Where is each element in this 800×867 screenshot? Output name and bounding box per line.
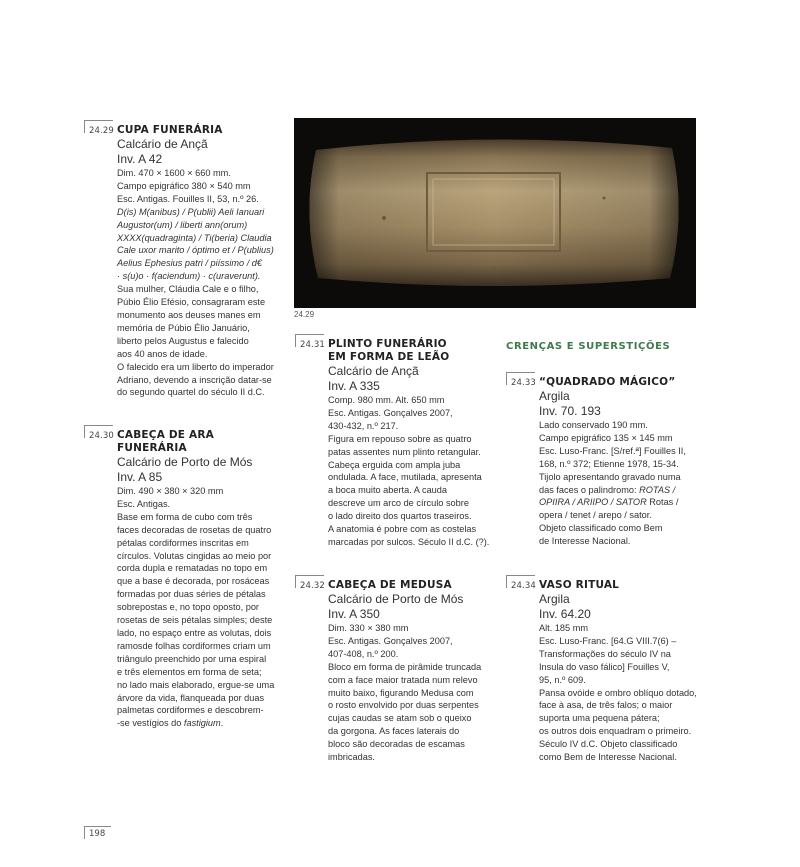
inscription-line: · s(u)o · f(aciendum) · c(uraverunt). [117,271,261,282]
entry-number: 24.31 [300,340,325,350]
entry-material: Calcário de Ançã [328,364,419,378]
body-line: 95, n.º 609. [539,674,586,685]
body-line: Figura em repouso sobre as quatro [328,433,472,444]
entry-number: 24.30 [89,431,114,441]
entry-number: 24.29 [89,126,114,136]
body-line: aos 40 anos de idade. [117,348,208,359]
entry-body [539,419,709,548]
body-line: descreve um arco de círculo sobre [328,498,469,509]
body-line: Transformações do século IV na [539,648,671,659]
body-line: o rosto envolvido por duas serpentes [328,700,479,711]
body-line: Século IV d.C. Objeto classificado [539,739,678,750]
body-line: Sua mulher, Cláudia Cale e o filho, [117,284,259,295]
body-line: de Interesse Nacional. [539,536,631,547]
body-line: A anatomia é pobre com as costelas [328,524,477,535]
entry-material: Calcário de Ançã [117,137,208,151]
body-line: cujas caudas se atam sob o queixo [328,713,472,724]
entry-number: 24.34 [511,581,536,591]
body-line: Tijolo apresentando gravado numa [539,471,681,482]
body-line: Base em forma de cubo com três [117,511,253,522]
body-line: palmetas cordiformes e descobrem- [117,705,264,716]
body-line: Cabeça erguida com ampla juba [328,459,461,470]
photo-caption: 24.29 [294,310,315,319]
page-number-frame [84,826,111,839]
body-line: imbricadas. [328,752,375,763]
body-line: Adriano, devendo a inscrição datar-se [117,374,272,385]
body-text: das faces o palindromo: [539,484,640,495]
palindrome-text: OPIIRA / ARIIPO / SATOR [539,497,647,508]
entry-title: CABEÇA DE ARA FUNERÁRIA [117,429,214,454]
body-line: e três elementos em forma de seta; [117,666,262,677]
body-line [539,484,709,497]
body-line: muito baixo, figurando Medusa com [328,687,474,698]
entry-body [539,622,711,764]
body-line: árvore da vida, flanqueada por duas [117,692,265,703]
body-line: memória de Púbio Élio Januário, [117,322,250,333]
inscription-line: D(is) M(anibus) / P(ublii) Aeli Ianuari [117,206,265,217]
body-line: triângulo preenchido por uma espiral [117,653,267,664]
entry-material: Calcário de Porto de Mós [117,455,253,469]
body-line: opera / tenet / arepo / sator. [539,510,652,521]
body-line: 407-408, n.º 200. [328,648,399,659]
entry-inventory: Inv. A 85 [117,470,163,484]
body-line: Comp. 980 mm. Alt. 650 mm [328,395,445,405]
body-line: que a base é decorada, por rosáceas [117,576,270,587]
body-line: Campo epigráfico 135 × 145 mm [539,432,673,443]
body-line: bloco são decoradas de escamas [328,739,465,750]
body-line: pétalas cordiformes inscritas em [117,537,249,548]
body-line: Objeto classificado como Bem [539,523,663,534]
body-line: Insula do vaso fálico] Fouilles V, [539,661,670,672]
inscription-line: Cale uxor marito / óptimo et / P(ublius) [117,245,274,256]
body-line: no lado mais elaborado, ergue-se uma [117,679,275,690]
body-line: Dim. 490 × 380 × 320 mm [117,486,224,496]
body-line: ramosde folhas cordiformes criam um [117,640,271,651]
entry-material: Argila [539,592,570,606]
body-line: face à asa, de três falos; o maior [539,700,673,711]
body-line: o lado direito dos quartos traseiros. [328,511,472,522]
entry-inventory: Inv. A 42 [117,152,163,166]
body-line: do segundo quartel do século II d.C. [117,387,265,398]
body-line: a boca muito aberta. A cauda [328,485,448,496]
cupa-funeraria-photo [294,118,696,308]
body-line [539,496,709,509]
entry-inventory: Inv. 70. 193 [539,404,601,418]
body-line: Esc. Luso-Franc. [64.G VIII.7(6) – [539,635,677,646]
body-line: patas assentes num plinto retangular. [328,446,481,457]
body-line: Esc. Antigas. Fouilles II, 53, n.º 26. [117,193,259,204]
inscription-line: XXXX(quadraginta) / Ti(beria) Claudia [117,232,272,243]
body-line: Pansa ovóide e ombro oblíquo dotado, [539,687,697,698]
body-line: Dim. 330 × 380 mm [328,623,409,633]
body-line: com a face maior tratada num relevo [328,674,478,685]
palindrome-text: ROTAS / [639,484,676,495]
body-line: Bloco em forma de pirâmide truncada [328,661,482,672]
body-line: formadas por duas séries de pétalas [117,589,266,600]
body-line: O falecido era um liberto do imperador [117,361,274,372]
cupa-stone-image [294,118,696,308]
body-line: Lado conservado 190 mm. [539,420,648,430]
body-line: ondulada. A face, mutilada, apresenta [328,472,482,483]
body-text: Rotas / [646,497,679,508]
entry-title: “QUADRADO MÁGICO” [539,376,676,388]
entry-body [328,622,500,764]
inscription-line: Augustor(um) / liberti ann(orum) [117,219,248,230]
entry-material: Calcário de Porto de Mós [328,592,464,606]
inscription-line: Aelius Ephesius patri / piíssimo / d€ [117,258,263,269]
entry-title: CUPA FUNERÁRIA [117,124,223,136]
body-line: Esc. Antigas. Gonçalves 2007, [328,407,453,418]
entry-body [117,485,287,730]
entry-title-line2: EM FORMA DE LEÃO [328,351,450,363]
body-line: Esc. Luso-Franc. [S/ref.ª] Fouilles II, [539,445,686,456]
body-line: 430-432, n.º 217. [328,420,399,431]
body-line: lado, no espaço entre as volutas, dois [117,627,272,638]
body-line: corda dupla e rematadas no topo em [117,563,268,574]
entry-inventory: Inv. A 350 [328,607,380,621]
entry-number: 24.32 [300,581,325,591]
entry-title: CABEÇA DE MEDUSA [328,579,452,591]
body-line: sobrepostas e, no topo oposto, por [117,602,259,613]
body-line: Campo epigráfico 380 × 540 mm [117,180,251,191]
section-title: CRENÇAS E SUPERSTIÇÕES [506,341,671,352]
body-line: Esc. Antigas. Gonçalves 2007, [328,635,453,646]
entry-body [117,167,285,399]
body-line [117,717,287,730]
body-line: Esc. Antigas. [117,498,171,509]
body-line: liberto pelos Augustus e falecido [117,335,249,346]
body-line: Dim. 470 × 1600 × 660 mm. [117,168,231,178]
body-line: os outros dois enquadram o primeiro. [539,726,692,737]
page-number: 198 [89,829,106,839]
body-line: marcadas por sulcos. Século II d.C. (?). [328,536,490,547]
body-text: -se vestígios do [117,718,182,729]
entry-material: Argila [539,389,570,403]
entry-body [328,394,498,549]
entry-number: 24.33 [511,378,536,388]
body-line: círculos. Volutas cingidas ao meio por [117,550,272,561]
body-text: . [220,718,224,729]
body-line: Púbio Élio Efésio, consagraram este [117,297,266,308]
body-line: da gorgona. As faces laterais do [328,726,460,737]
body-line: rosetas de seis pétalas simples; deste [117,615,273,626]
body-line: suporta uma pequena pátera; [539,713,660,724]
entry-inventory: Inv. 64.20 [539,607,591,621]
entry-title-line1: PLINTO FUNERÁRIO [328,338,447,350]
entry-inventory: Inv. A 335 [328,379,380,393]
body-line: faces decoradas de rosetas de quatro [117,524,272,535]
entry-title: VASO RITUAL [539,579,620,591]
body-line: monumento aos deuses manes em [117,309,261,320]
fastigium-term: fastigium [183,718,221,729]
body-line: Alt. 185 mm [539,623,589,633]
body-line: 168, n.º 372; Etienne 1978, 15-34. [539,458,679,469]
body-line: como Bem de Interesse Nacional. [539,752,677,763]
